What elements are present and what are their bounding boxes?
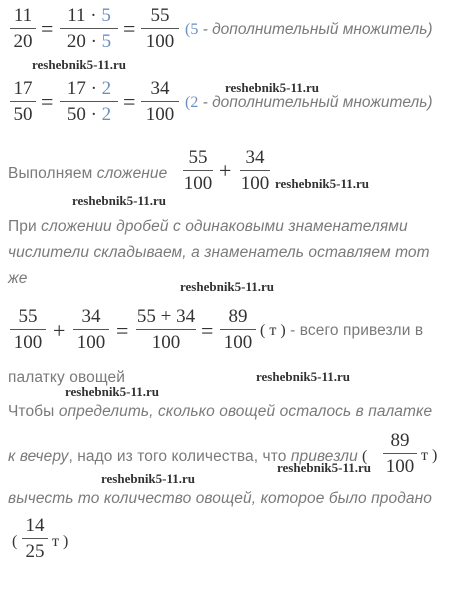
equals-sign: =	[201, 318, 214, 343]
fraction-sum	[136, 306, 196, 353]
numerator: 55	[18, 306, 38, 327]
numerator: 55 + 34	[136, 306, 196, 327]
numerator: 11	[13, 5, 33, 26]
watermark: reshebnik5-11.ru	[277, 460, 372, 475]
denominator: 25	[25, 541, 45, 562]
rule-line-3: же	[8, 270, 28, 287]
denominator: 20	[13, 31, 33, 52]
equals-sign: =	[123, 89, 136, 114]
denominator: 100	[151, 332, 181, 353]
watermark: reshebnik5-11.ru	[225, 80, 320, 95]
watermark: reshebnik5-11.ru	[32, 57, 127, 72]
equals-sign: =	[116, 318, 129, 343]
rule-line-2: числители складываем, а знаменатель оставляем тот	[8, 244, 430, 261]
fraction-bar	[60, 28, 118, 29]
fraction-34-100	[141, 78, 179, 125]
equals-sign: =	[41, 16, 54, 41]
numerator: 11 · 5	[67, 5, 111, 26]
multiplier: 5	[101, 31, 112, 52]
numerator: 34	[81, 306, 101, 327]
denominator: 100	[223, 332, 253, 353]
rule-line-1: При сложении дробей с одинаковыми знаменателями	[8, 218, 408, 235]
numerator: 34	[245, 147, 265, 168]
fraction-bar	[141, 101, 179, 102]
watermark: reshebnik5-11.ru	[65, 384, 160, 399]
watermark: reshebnik5-11.ru	[180, 279, 275, 294]
multiplier: 5	[101, 5, 111, 26]
fraction-bar	[10, 28, 36, 29]
numerator: 17 · 2	[66, 78, 112, 99]
plus-sign: +	[219, 158, 232, 183]
tent-vegetables-line: палатку овощей	[8, 369, 126, 386]
numerator: 34	[150, 78, 170, 99]
total-brought-note: ( т ) - всего привезли в	[260, 322, 424, 339]
denominator: 20 · 5	[66, 31, 112, 52]
watermark: reshebnik5-11.ru	[256, 369, 351, 384]
denominator: 100	[240, 173, 270, 194]
fraction-89-100	[220, 306, 256, 353]
task-line-2: к вечеру, надо из того количества, что привезли (	[8, 448, 368, 465]
fraction-bar	[383, 453, 417, 454]
watermark: reshebnik5-11.ru	[275, 176, 370, 191]
fraction-expanded	[60, 5, 118, 52]
fraction-11-20	[10, 5, 36, 52]
watermark: reshebnik5-11.ru	[101, 471, 196, 486]
fraction-bar	[60, 101, 118, 102]
fraction-bar	[10, 101, 36, 102]
fraction-55-100	[183, 147, 213, 194]
fraction-bar	[141, 28, 179, 29]
fraction-bar	[73, 329, 109, 330]
equals-sign: =	[41, 89, 54, 114]
fraction-bar	[136, 329, 196, 330]
fraction-89-100	[383, 430, 417, 477]
fraction-34-100	[73, 306, 109, 353]
denominator: 100	[183, 173, 213, 194]
fraction-14-25	[22, 515, 48, 562]
numerator: 89	[390, 430, 410, 451]
unit-tons: т )	[52, 533, 69, 550]
multiplier-note: (5 - дополнительный множитель)	[185, 21, 433, 38]
numerator: 14	[25, 515, 45, 536]
fraction-expanded	[60, 78, 118, 125]
denominator: 100	[145, 104, 175, 125]
fraction-bar	[183, 170, 213, 171]
fraction-55-100	[141, 5, 179, 52]
multiplier: 2	[101, 104, 112, 125]
numerator: 55	[150, 5, 170, 26]
denominator: 50	[13, 104, 33, 125]
numerator: 89	[228, 306, 248, 327]
fraction-bar	[22, 538, 48, 539]
watermark: reshebnik5-11.ru	[72, 193, 167, 208]
denominator: 100	[13, 332, 43, 353]
fraction-bar	[220, 329, 256, 330]
denominator: 100	[145, 31, 175, 52]
open-paren: (	[12, 533, 18, 550]
multiplier: 2	[101, 78, 112, 99]
fraction-bar	[10, 329, 46, 330]
fraction-bar	[240, 170, 270, 171]
fraction-34-100	[240, 147, 270, 194]
addition-sentence: Выполняем сложение	[8, 165, 168, 182]
unit-tons: т )	[421, 447, 438, 464]
numerator: 55	[188, 147, 208, 168]
task-line-1: Чтобы определить, сколько овощей осталось в палатке	[8, 403, 433, 420]
denominator: 100	[385, 456, 415, 477]
fraction-17-50	[10, 78, 36, 125]
fraction-55-100	[10, 306, 46, 353]
task-line-3: вычесть то количество овощей, которое было продано	[8, 490, 432, 507]
denominator: 100	[76, 332, 106, 353]
multiplier-note: (2 - дополнительный множитель)	[185, 94, 433, 111]
plus-sign: +	[53, 318, 66, 343]
numerator: 17	[13, 78, 33, 99]
equals-sign: =	[123, 16, 136, 41]
denominator: 50 · 2	[66, 104, 112, 125]
